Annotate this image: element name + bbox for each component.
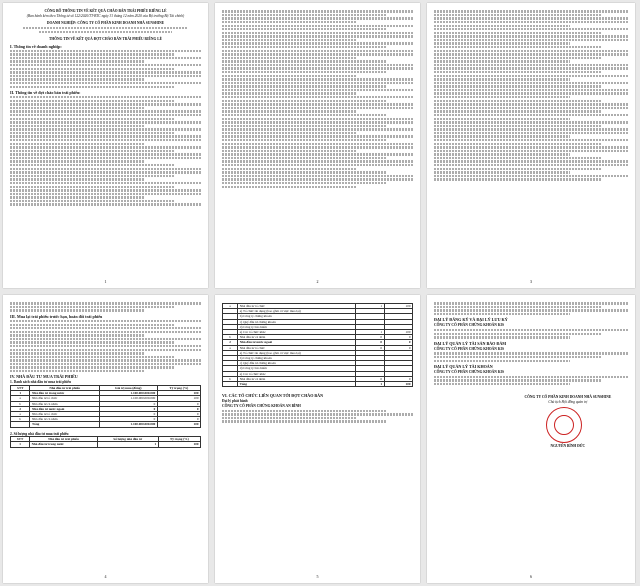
- section-heading-issuer: I. Thông tin về doanh nghiệp:: [10, 43, 62, 49]
- page-number: 2: [316, 279, 319, 284]
- table-row: b Nhà đầu tư cá nhân 0 0: [223, 376, 413, 381]
- issuer-name: DOANH NGHIỆP: CÔNG TY CỔ PHẦN KINH DOANH NHÀ SUNSHINE: [46, 21, 165, 26]
- page-number: 6: [530, 574, 532, 579]
- table-header: Nhà đầu tư trái phiếu: [30, 386, 99, 391]
- table-row: a Nhà đầu tư tổ chức 0 0: [11, 412, 201, 417]
- org-name: CÔNG TY CỔ PHẦN CHỨNG KHOÁN AN BÌNH: [222, 403, 301, 408]
- agent-name: CÔNG TY CỔ PHẦN CHỨNG KHOÁN KIS: [434, 323, 504, 328]
- table-row: b Nhà đầu tư cá nhân 0 0: [11, 417, 201, 422]
- table-header: Nhà đầu tư trái phiếu: [30, 437, 98, 442]
- table-row: b) Công ty chứng khoán: [223, 356, 413, 361]
- document-page-1: [3, 3, 208, 288]
- table-row: c) Quỹ đầu tư chứng khoán: [223, 319, 413, 324]
- company-header: CÔNG BỐ THÔNG TIN VỀ KẾT QUẢ CHÀO BÁN TRÁI PHIẾU RIÊNG LẺ: [44, 9, 167, 13]
- table-header: Số lượng nhà đầu tư: [97, 437, 158, 442]
- company-seal-icon: [546, 407, 582, 443]
- section-heading-offering: II. Thông tin về đợt chào bán trái phiếu:: [10, 89, 81, 95]
- section-heading-investors: IV. NHÀ ĐẦU TƯ MUA TRÁI PHIẾU: [10, 374, 78, 380]
- section-heading-related-orgs: VI. CÁC TỔ CHỨC LIÊN QUAN TỚI ĐỢT CHÀO BÁN: [222, 393, 324, 399]
- table-header: STT: [11, 437, 30, 442]
- table-row: 2 Nhà đầu tư nước ngoài 0 0: [223, 340, 413, 345]
- table-row: a Nhà đầu tư tổ chức 0 0: [223, 345, 413, 350]
- agent-title-account: ĐẠI LÝ QUẢN LÝ TÀI KHOẢN: [434, 363, 493, 369]
- table-row: Tổng 1 100: [223, 382, 413, 387]
- document-page-4: [3, 295, 208, 583]
- section-heading-buyback: III. Mua lại trái phiếu trước hạn, hoán đổi trái phiếu: [10, 313, 103, 319]
- document-page-2: [215, 3, 420, 288]
- investor-count-table-cont: [222, 303, 413, 387]
- document-page-3: [427, 3, 635, 288]
- investor-value-table: [10, 385, 201, 428]
- subheading-investor-count: 2. Số lượng nhà đầu tư mua trái phiếu: [10, 431, 69, 436]
- signature-company: CÔNG TY CỔ PHẦN KINH DOANH NHÀ SUNSHINE: [524, 395, 612, 400]
- agent-title-registrar: ĐẠI LÝ ĐĂNG KÝ VÀ ĐẠI LÝ LƯU KÝ: [434, 317, 508, 323]
- table-row: d) Công ty bảo hiểm: [223, 324, 413, 329]
- table-row: 2 Nhà đầu tư nước ngoài 0 0: [11, 406, 201, 411]
- report-title: THÔNG TIN VỀ KẾT QUẢ ĐỢT CHÀO BÁN TRÁI PHIẾU RIÊNG LẺ: [49, 36, 162, 41]
- table-row: b Nhà đầu tư cá nhân 0 0: [11, 401, 201, 406]
- table-row: b) Công ty chứng khoán: [223, 314, 413, 319]
- page-number: 5: [316, 574, 319, 579]
- table-row: a Nhà đầu tư tổ chức 1 100: [223, 304, 413, 309]
- signer-name: NGUYỄN BÌNH ĐỨC: [550, 444, 586, 449]
- document-page-5: [215, 295, 420, 583]
- table-row: b Nhà đầu tư cá nhân 0 0: [223, 335, 413, 340]
- agent-name: CÔNG TY CỔ PHẦN CHỨNG KHOÁN KIS: [434, 346, 504, 351]
- table-row: a) Tổ chức tín dụng (bao gồm cả việc mua lại): [223, 309, 413, 314]
- table-row: Tổng 1.100.000.000.000 100: [11, 422, 201, 427]
- table-row: d) Công ty bảo hiểm: [223, 366, 413, 371]
- investor-count-table: [10, 436, 201, 447]
- page-number: 4: [104, 574, 107, 579]
- table-row: c) Quỹ đầu tư chứng khoán: [223, 361, 413, 366]
- agent-title-collateral: ĐẠI LÝ QUẢN LÝ TÀI SẢN BẢO ĐẢM: [434, 340, 507, 346]
- table-row: e) Các tổ chức khác: [223, 371, 413, 376]
- page-number: 1: [104, 279, 107, 284]
- document-page-6: [427, 295, 635, 583]
- table-header: Giá trị mua (đồng): [99, 386, 157, 391]
- table-row: a Nhà đầu tư tổ chức 1.100.000.000.000 100: [11, 396, 201, 401]
- signature-title: Chủ tịch Hội đồng quản trị: [548, 399, 588, 404]
- table-row: 1 Nhà đầu tư trong nước 1 100: [11, 442, 201, 447]
- table-row: e) Các tổ chức khác 1 100: [223, 330, 413, 335]
- header-note: (Ban hành kèm theo Thông tư số 122/2020/TT-BTC ngày 31 tháng 12 năm 2020 của Bộ trưởng Bộ Tài chính): [26, 13, 185, 18]
- table-row: a) Tổ chức tín dụng (bao gồm cả việc mua lại): [223, 350, 413, 355]
- table-header: STT: [11, 386, 30, 391]
- table-header: Tỷ trọng (%): [157, 386, 200, 391]
- agent-name: CÔNG TY CỔ PHẦN CHỨNG KHOÁN KIS: [434, 369, 504, 374]
- table-row: 1 Nhà đầu tư trong nước 1.100.000.000.000 100: [11, 391, 201, 396]
- subheading-investor-list: 1. Danh sách nhà đầu tư mua trái phiếu: [10, 380, 71, 385]
- org-role: Đại lý phát hành: [222, 399, 248, 404]
- table-header: Tỷ trọng (%): [158, 437, 200, 442]
- page-number: 3: [530, 279, 532, 284]
